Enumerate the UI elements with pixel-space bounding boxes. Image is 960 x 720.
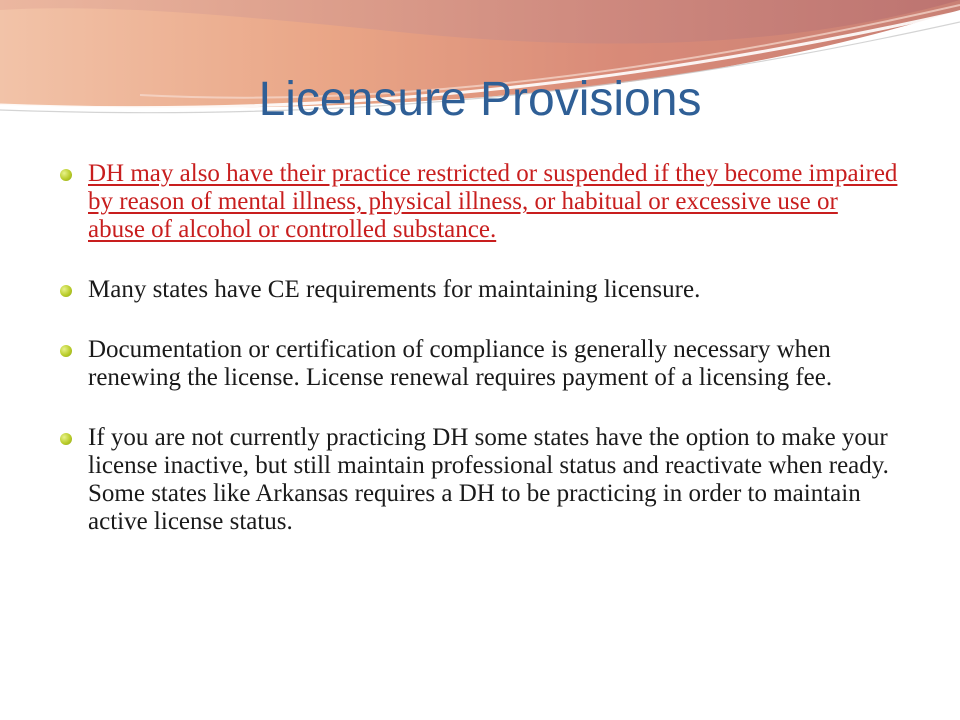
slide-title: Licensure Provisions: [258, 73, 702, 126]
bullet-icon: [60, 285, 72, 297]
bullet-icon: [60, 433, 72, 445]
bullet-icon: [60, 345, 72, 357]
bullet-item: [60, 424, 900, 536]
bullet-text: If you are not currently practicing DH some states have the option to make your license inactive, but still maintain professional status and reactivate when ready. Some states like Arkansas requires a DH to be practicing in order to maintain active license status.: [88, 424, 889, 535]
bullet-list: [60, 160, 900, 568]
bullet-text: Documentation or certification of compliance is generally necessary when renewing the license. License renewal requires payment of a licensing fee.: [88, 336, 833, 391]
bullet-item: [60, 336, 900, 392]
bullet-text: DH may also have their practice restricted or suspended if they become impaired by reason of mental illness, physical illness, or habitual or excessive use or abuse of alcohol or controlled substance.: [88, 160, 898, 243]
bullet-item: [60, 160, 900, 244]
bullet-text: Many states have CE requirements for maintaining licensure.: [88, 276, 701, 303]
bullet-icon: [60, 169, 72, 181]
bullet-item: [60, 276, 900, 304]
